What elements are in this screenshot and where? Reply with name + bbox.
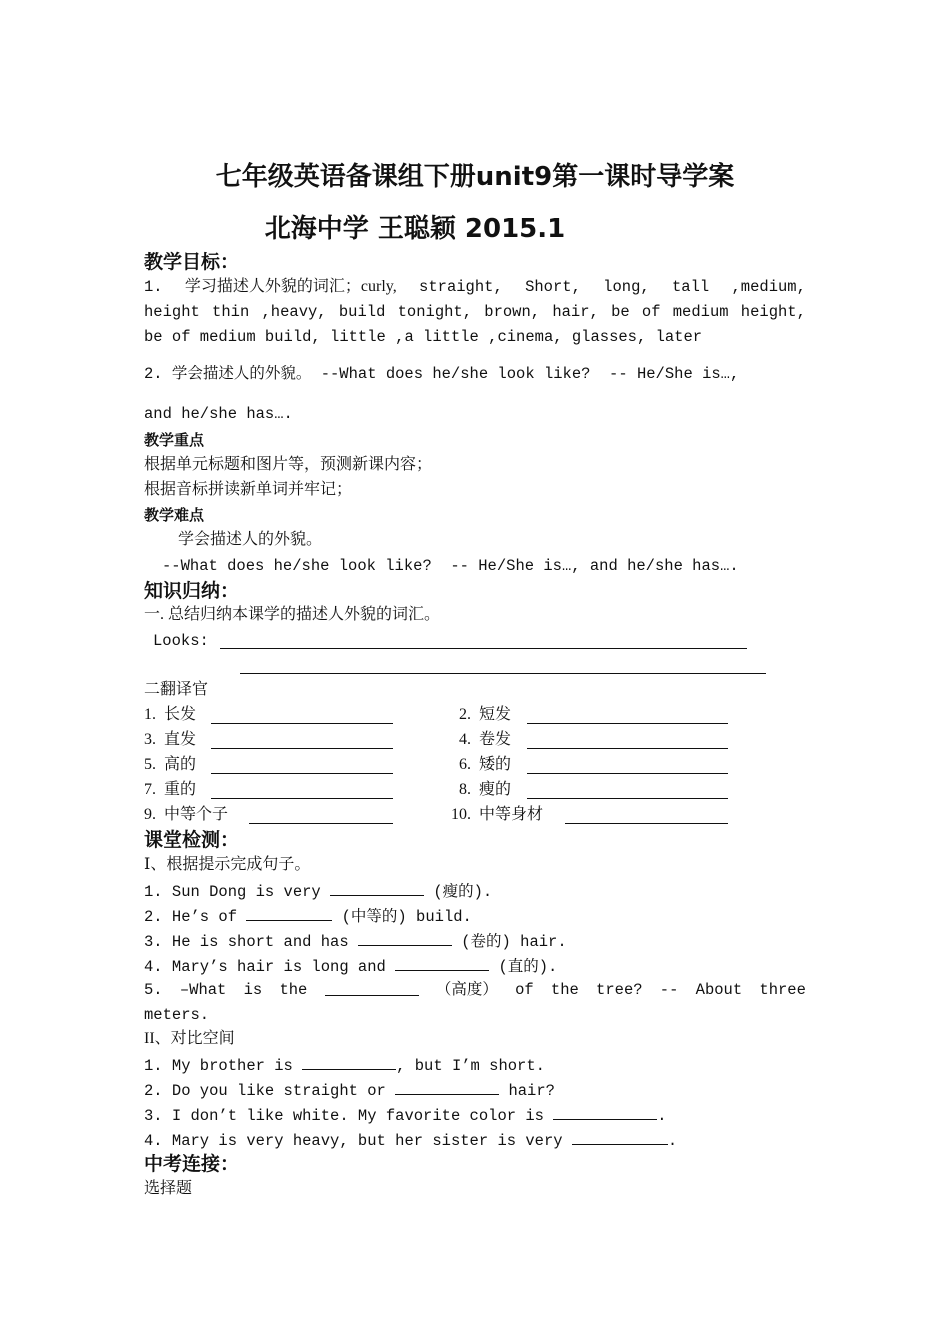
looks-blank-2[interactable] [240, 673, 766, 674]
word: of [641, 303, 661, 321]
item-word: 矮的 [479, 756, 512, 773]
translation-item [459, 730, 511, 750]
text: . [657, 1107, 667, 1125]
word: tree? [596, 981, 643, 999]
translation-item [459, 705, 511, 725]
knowledge-part1: 一. 总结归纳本课学的描述人外貌的词汇。 [144, 606, 441, 623]
word: Short, [525, 278, 581, 296]
text: (中等的) build. [332, 908, 472, 926]
key-heading: 教学重点 [144, 431, 205, 449]
goals-item1-line2 [144, 302, 806, 322]
test-heading: 课堂检测： [144, 829, 240, 851]
text: 1. Sun Dong is very [144, 883, 331, 901]
text: (直的). [489, 958, 558, 976]
answer-blank[interactable] [325, 980, 419, 996]
contrast-question-1 [144, 1054, 545, 1076]
word: -- [659, 981, 679, 999]
translation-item [459, 755, 511, 775]
looks-label: Looks: [153, 632, 209, 650]
translation-blank[interactable] [527, 723, 728, 724]
key-line-2: 根据音标拼读新单词并牢记； [144, 481, 353, 498]
item-num: 4. [459, 731, 471, 748]
translation-item [459, 780, 511, 800]
translation-blank[interactable] [565, 823, 728, 824]
answer-blank[interactable] [553, 1104, 657, 1120]
word: 学习描述人外貌的词汇；curly, [184, 278, 397, 295]
word: long, [603, 278, 650, 296]
item-word: 直发 [164, 731, 197, 748]
word: the [550, 981, 579, 999]
goals-item1-line3: be of medium build, little ,a little ,cinema, glasses, later [144, 328, 703, 346]
text: 2. He’s of [144, 908, 247, 926]
text: 2. Do you like straight or [144, 1082, 396, 1100]
word: hair, [552, 303, 599, 321]
item-num: 2. [459, 706, 471, 723]
translation-blank[interactable] [527, 748, 728, 749]
translation-blank[interactable] [211, 723, 393, 724]
contrast-question-3 [144, 1104, 667, 1126]
translation-blank[interactable] [527, 798, 728, 799]
item-word: 短发 [479, 706, 512, 723]
word: three [759, 981, 806, 999]
text: 3. He is short and has [144, 933, 358, 951]
text: 4. Mary is very heavy, but her sister is very [144, 1132, 572, 1150]
word: is [243, 981, 263, 999]
item-word: 瘦的 [479, 781, 512, 798]
difficulty-heading: 教学难点 [144, 506, 205, 524]
translation-item [144, 755, 196, 775]
item-num: 5. [144, 756, 156, 773]
item-word: 长发 [164, 706, 197, 723]
difficulty-line-1: 学会描述人的外貌。 [178, 531, 323, 548]
test-question-4 [144, 955, 557, 977]
text: 1. My brother is [144, 1057, 303, 1075]
exam-heading: 中考连接： [144, 1153, 240, 1175]
item-num: 7. [144, 781, 156, 798]
word: ,heavy, [261, 303, 327, 321]
test-question-2 [144, 905, 472, 927]
goals-item1-line1 [144, 277, 806, 297]
answer-blank[interactable] [330, 880, 424, 896]
item-num: 6. [459, 756, 471, 773]
test-question-5-cont: meters. [144, 1006, 210, 1024]
page-title: 七年级英语备课组下册unit9第一课时导学案 [215, 162, 735, 192]
item-word: 高的 [164, 756, 197, 773]
difficulty-line-2: --What does he/she look like? -- He/She is…, and he/she has…. [162, 557, 739, 575]
test-question-3 [144, 930, 567, 952]
word: medium [672, 303, 729, 321]
item-num: 3. [144, 731, 156, 748]
goals-heading: 教学目标： [144, 251, 240, 273]
word: thin [212, 303, 250, 321]
answer-blank[interactable] [358, 930, 452, 946]
translation-blank[interactable] [211, 798, 393, 799]
translation-blank[interactable] [211, 773, 393, 774]
item-num: 1. [144, 706, 156, 723]
text: (瘦的). [424, 883, 493, 901]
answer-blank[interactable] [395, 955, 489, 971]
word: height, [740, 303, 806, 321]
translation-item [144, 805, 228, 825]
word: brown, [484, 303, 541, 321]
word: 1. [144, 278, 163, 296]
key-line-1: 根据单元标题和图片等，预测新课内容； [144, 456, 433, 473]
text: , but I’m short. [396, 1057, 545, 1075]
goals-item2-line1: 2. 学会描述人的外貌。 --What does he/she look like? -- He/She is…, [144, 365, 740, 383]
word: the [279, 981, 308, 999]
word: ,medium, [731, 278, 806, 296]
looks-blank-1[interactable] [220, 648, 747, 649]
answer-blank[interactable] [246, 905, 332, 921]
item-num: 8. [459, 781, 471, 798]
answer-blank[interactable] [302, 1054, 396, 1070]
text: 4. Mary’s hair is long and [144, 958, 396, 976]
word: About [695, 981, 743, 999]
word: straight, [419, 278, 503, 296]
word: 5. [144, 981, 163, 999]
word: build [338, 303, 386, 321]
item-num: 9. [144, 806, 156, 823]
exam-line-1: 选择题 [144, 1180, 193, 1197]
contrast-question-2 [144, 1079, 555, 1101]
answer-blank[interactable] [395, 1079, 499, 1095]
test-question-5 [144, 980, 806, 1000]
item-word: 中等身材 [479, 806, 544, 823]
translation-item [144, 730, 196, 750]
word: –What [179, 981, 227, 999]
word: of [515, 981, 534, 999]
translation-blank[interactable] [249, 823, 393, 824]
translation-item [144, 705, 196, 725]
translation-item [144, 780, 196, 800]
item-word: 中等个子 [164, 806, 229, 823]
text: 3. I don’t like white. My favorite color is [144, 1107, 554, 1125]
word: tall [671, 278, 710, 296]
text: hair? [499, 1082, 555, 1100]
test-part2: II、对比空间 [144, 1030, 235, 1047]
test-question-1 [144, 880, 492, 902]
word: height [144, 303, 200, 321]
goals-item2-line2: and he/she has…. [144, 405, 293, 423]
knowledge-heading: 知识归纳： [144, 580, 240, 602]
test-part1: Ⅰ、根据提示完成句子。 [144, 856, 311, 873]
answer-blank[interactable] [572, 1129, 668, 1145]
word: tonight, [397, 303, 473, 321]
word: （高度） [435, 981, 498, 998]
translation-blank[interactable] [527, 773, 728, 774]
item-num: 10. [451, 806, 471, 823]
contrast-question-4 [144, 1129, 677, 1151]
page-subtitle: 北海中学 王聪颖 2015.1 [264, 214, 566, 244]
word: be [611, 303, 630, 321]
item-word: 卷发 [479, 731, 512, 748]
translation-blank[interactable] [211, 748, 393, 749]
text: . [667, 1132, 678, 1150]
item-word: 重的 [164, 781, 197, 798]
text: (卷的) hair. [451, 933, 567, 951]
knowledge-part2: 二翻译官 [144, 681, 209, 698]
translation-item [451, 805, 543, 825]
